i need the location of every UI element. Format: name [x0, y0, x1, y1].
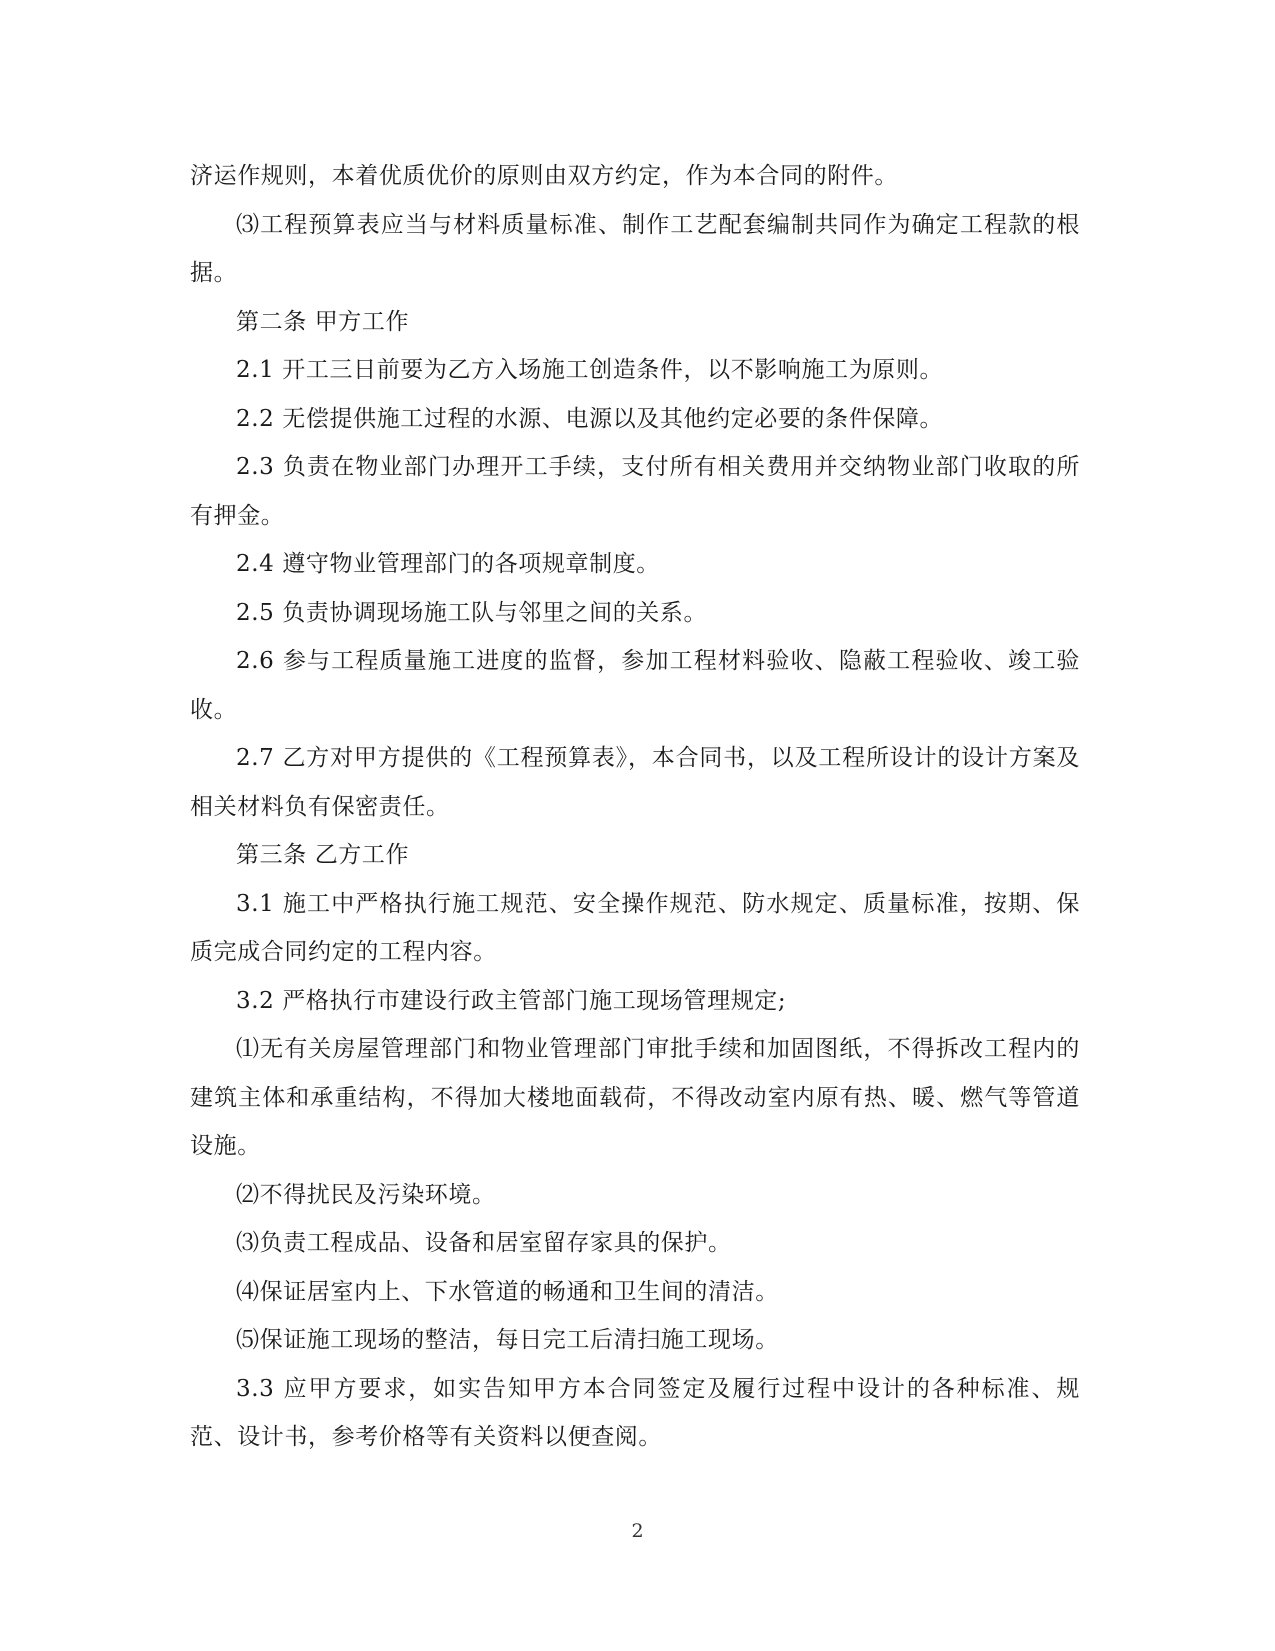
page-number: 2 [631, 1520, 644, 1542]
clause-3-2: 3.2 严格执行市建设行政主管部门施工现场管理规定; [236, 987, 787, 1014]
clause-2-3: 2.3 负责在物业部门办理开工手续，支付所有相关费用并交纳物业部门收取的所有押金。 [190, 454, 1080, 529]
clause-2-7: 2.7 乙方对甲方提供的《工程预算表》，本合同书，以及工程所设计的设计方案及相关材料负有保密责任。 [190, 745, 1080, 820]
clause-2-1: 2.1 开工三日前要为乙方入场施工创造条件，以不影响施工为原则。 [236, 357, 944, 383]
section-heading-party-b: 第三条 乙方工作 [236, 842, 410, 868]
clause-3-2-item-3: ⑶负责工程成品、设备和居室留存家具的保护。 [236, 1230, 732, 1256]
paragraph-budget-table: ⑶工程预算表应当与材料质量标准、制作工艺配套编制共同作为确定工程款的根据。 [190, 211, 1080, 286]
clause-2-2: 2.2 无偿提供施工过程的水源、电源以及其他约定必要的条件保障。 [236, 405, 944, 432]
clause-3-2-item-4: ⑷保证居室内上、下水管道的畅通和卫生间的清洁。 [236, 1278, 779, 1305]
document-body [190, 152, 1080, 1462]
clause-2-6: 2.6 参与工程质量施工进度的监督，参加工程材料验收、隐蔽工程验收、竣工验收。 [190, 648, 1080, 723]
clause-3-1: 3.1 施工中严格执行施工规范、安全操作规范、防水规定、质量标准，按期、保质完成合同约定的工程内容。 [190, 890, 1080, 965]
clause-3-2-item-5: ⑸保证施工现场的整洁，每日完工后清扫施工现场。 [236, 1327, 779, 1353]
clause-2-5: 2.5 负责协调现场施工队与邻里之间的关系。 [236, 599, 708, 626]
clause-3-2-item-1: ⑴无有关房屋管理部门和物业管理部门审批手续和加固图纸，不得拆改工程内的建筑主体和承重结构，不得加大楼地面载荷，不得改动室内原有热、暖、燃气等管道设施。 [190, 1036, 1080, 1159]
clause-3-2-item-2: ⑵不得扰民及污染环境。 [236, 1181, 496, 1208]
section-heading-party-a: 第二条 甲方工作 [236, 308, 410, 335]
clause-3-3: 3.3 应甲方要求，如实告知甲方本合同签定及履行过程中设计的各种标准、规范、设计书，参考价格等有关资料以便查阅。 [190, 1375, 1080, 1450]
clause-2-4: 2.4 遵守物业管理部门的各项规章制度。 [236, 551, 660, 577]
paragraph-continuation: 济运作规则，本着优质优价的原则由双方约定，作为本合同的附件。 [190, 163, 898, 189]
